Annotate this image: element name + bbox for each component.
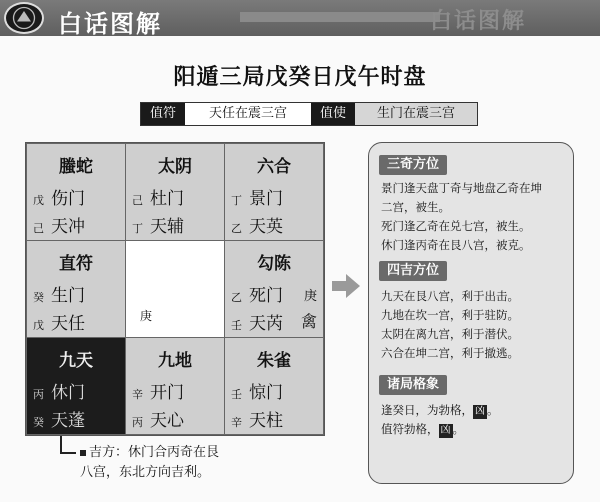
section-line: 死门逢乙奇在兑七宫，被生。: [381, 219, 531, 233]
center-stem-label: 庚: [140, 309, 153, 323]
section-line: 休门逢丙奇在艮八宫，被克。: [381, 238, 531, 252]
god-label: 九地: [158, 351, 192, 371]
stem-label: 戊: [33, 194, 44, 207]
section-body: 逢癸日，为勃格， 凶 。 值符勃格， 凶 。: [381, 403, 499, 436]
stem-label: 丁: [231, 194, 242, 207]
door-label: 杜门: [150, 189, 184, 209]
door-label: 死门: [249, 286, 283, 306]
palace-cell-highlighted: [26, 337, 126, 435]
star-label: 天蓬: [51, 411, 85, 431]
page-title: 阳遁三局戊癸日戊午时盘: [173, 65, 427, 90]
note-line-2: 八宫，东北方向吉利。: [80, 465, 211, 480]
section-line: 景门逢天盘丁奇与地盘乙奇在坤: [381, 181, 542, 195]
extra-stem-label: 庚: [303, 289, 317, 304]
palace-cell: [26, 143, 126, 241]
verdict-badge: 凶: [440, 425, 451, 436]
door-label: 惊门: [249, 383, 283, 403]
section-line: 逢癸日，为勃格，: [381, 403, 473, 417]
bullet-icon: [80, 450, 86, 456]
star-label: 天任: [51, 314, 85, 334]
stem-label: 丙: [33, 388, 44, 401]
stem-label: 壬: [231, 388, 242, 401]
section-line: 六合在坤二宫，利于撤逃。: [381, 346, 519, 360]
star-label: 天辅: [150, 217, 184, 237]
arrow-right-icon: [332, 274, 360, 298]
zhifu-bar: [140, 102, 478, 126]
palace-cell: [125, 337, 225, 435]
section-line: 九地在坎一宫，利于驻防。: [381, 308, 519, 322]
door-label: 开门: [150, 383, 184, 403]
door-label: 伤门: [51, 189, 85, 209]
star-label: 天柱: [249, 411, 283, 431]
stem-label: 丙: [132, 416, 143, 429]
stem-label: 辛: [231, 416, 242, 429]
header-divider: [240, 12, 440, 22]
door-label: 景门: [249, 189, 283, 209]
analysis-panel: [368, 142, 574, 484]
god-label: 螣蛇: [59, 157, 93, 177]
palace-cell: [125, 143, 225, 241]
palace-cell: [224, 240, 324, 338]
god-label: 太阴: [158, 157, 192, 177]
section-line: 值符勃格，: [381, 422, 439, 436]
section-body: [381, 179, 569, 255]
extra-star-label: 禽: [300, 312, 317, 331]
god-label: 勾陈: [257, 254, 291, 274]
star-label: 天心: [150, 411, 184, 431]
god-label: 九天: [59, 351, 93, 371]
section-body: [381, 287, 569, 363]
stem-label: 戊: [33, 319, 44, 332]
stem-label: 丁: [132, 222, 143, 235]
palace-cell: [224, 337, 324, 435]
zhishi-label: 值使: [311, 103, 355, 125]
star-label: 天芮: [249, 314, 283, 334]
stem-label: 己: [33, 222, 44, 235]
logo-icon: [4, 2, 44, 34]
section-line: 九天在艮八宫，利于出击。: [381, 289, 519, 303]
god-label: 六合: [257, 157, 291, 177]
palace-grid: [25, 142, 325, 436]
palace-cell: [224, 143, 324, 241]
note-line-1: 吉方：休门合丙奇在艮: [89, 445, 220, 460]
section-line: 太阴在离九宫，利于潜伏。: [381, 327, 519, 341]
section-title: 诸局格象: [379, 375, 447, 395]
stem-label: 乙: [231, 291, 242, 304]
stem-label: 乙: [231, 222, 242, 235]
header-ghost-title: 白话图解: [430, 9, 527, 34]
zhishi-value: 生门在震三宫: [355, 103, 477, 125]
star-label: 天冲: [51, 217, 85, 237]
center-palace: [125, 240, 225, 338]
god-label: 朱雀: [257, 351, 291, 371]
god-label: 直符: [59, 254, 93, 274]
stem-label: 癸: [33, 291, 44, 304]
header-title: 白话图解: [58, 10, 162, 38]
stem-label: 癸: [33, 416, 44, 429]
palace-cell: [26, 240, 126, 338]
zhifu-value: 天任在震三宫: [185, 103, 311, 125]
stem-label: 辛: [132, 388, 143, 401]
header-band: [0, 0, 600, 36]
zhifu-label: 值符: [141, 103, 185, 125]
auspicious-note: [80, 443, 260, 483]
section-line: 二宫，被生。: [381, 200, 450, 214]
section-title: 三奇方位: [379, 155, 447, 175]
door-label: 休门: [51, 383, 85, 403]
verdict-badge: 凶: [475, 406, 485, 417]
section-title: 四吉方位: [379, 261, 447, 281]
stem-label: 己: [132, 194, 143, 207]
stem-label: 壬: [231, 319, 242, 332]
note-connector: [60, 452, 76, 454]
star-label: 天英: [249, 217, 283, 237]
door-label: 生门: [51, 286, 85, 306]
